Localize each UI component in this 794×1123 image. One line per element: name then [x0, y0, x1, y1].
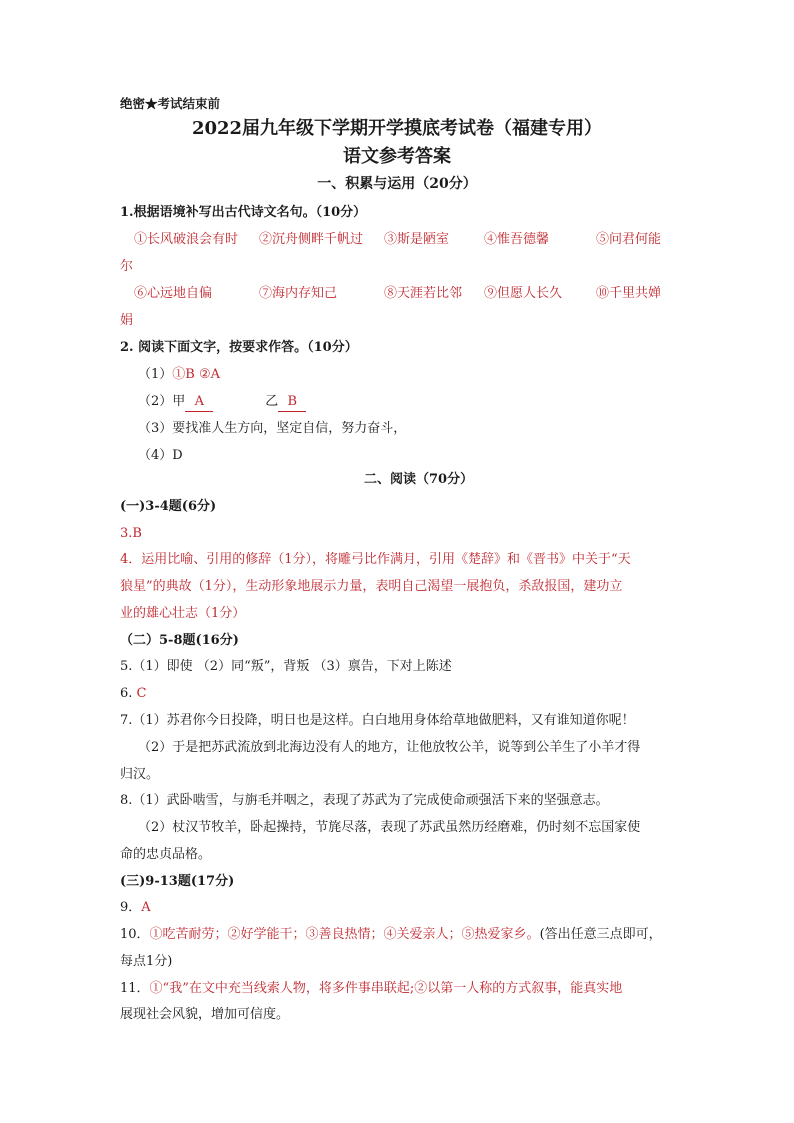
q1-answer-5-tail: 尔 — [120, 259, 134, 274]
q1-prompt: 1.根据语境补写出古代诗文名句。（10分） — [120, 205, 367, 220]
q11-label: 11． — [120, 981, 150, 996]
classified-label: 绝密★考试结束前 — [120, 96, 221, 111]
q2-answer-2-yi: B — [278, 393, 306, 412]
q6-answer — [120, 685, 147, 703]
group2-title: （二）5-8题(16分) — [120, 633, 239, 648]
q1-answer-10: ⑩千里共婵 — [596, 286, 662, 301]
q10-label: 10． — [120, 927, 150, 942]
q2-answer-3: （3）要找准人生方向，坚定自信，努力奋斗， — [138, 421, 407, 436]
q8-line-1: 8.（1）武卧啮雪，与旃毛并咽之，表现了苏武为了完成使命顽强活下来的坚强意志。 — [120, 793, 609, 808]
q1-answer-4: ④惟吾德馨 — [484, 232, 550, 247]
q7-line-3: 归汉。 — [120, 767, 160, 782]
q3-answer: 3.B — [120, 526, 142, 541]
q1-answer-6: ⑥心远地自偏 — [134, 286, 213, 301]
q5-answer: 5.（1）即使 （2）同“叛”，背叛 （3）禀告，下对上陈述 — [120, 659, 452, 674]
q8-line-2: （2）杖汉节牧羊，卧起操持，节旄尽落，表现了苏武虽然历经磨难，仍时刻不忘国家使 — [138, 820, 641, 835]
q1-answer-10-tail: 娟 — [120, 313, 134, 328]
q9-answer — [120, 899, 151, 917]
q2-answer-1 — [138, 366, 220, 384]
part2-heading: 二、阅读（70分） — [364, 472, 474, 487]
group1-title: (一)3-4题(6分) — [120, 499, 217, 514]
q2-answer-2-label: （2）甲 — [138, 394, 186, 409]
q6-label: 6. — [120, 686, 133, 701]
q2-answer-2-yi-label: 乙 — [265, 394, 279, 409]
q4-line-1: 4．运用比喻、引用的修辞（1分），将雕弓比作满月，引用《楚辞》和《晋书》中关于“天 — [120, 552, 631, 567]
q2-answer-2-jia: A — [185, 393, 213, 412]
q11-line-1 — [120, 980, 622, 998]
part1-heading: 一、积累与运用（20分） — [317, 176, 477, 192]
q11-answer: ①“我”在文中充当线索人物，将多件事串联起;②以第一人称的方式叙事，能真实地 — [149, 981, 623, 996]
q6-value: C — [136, 686, 147, 701]
q1-answer-7: ⑦海内存知己 — [259, 286, 338, 301]
q9-label: 9． — [120, 900, 142, 915]
q7-line-1: 7.（1）苏君你今日投降，明日也是这样。白白地用身体给草地做肥料，又有谁知道你呢！ — [120, 713, 635, 728]
q11-line-2: 展现社会风貌，增加可信度。 — [120, 1007, 290, 1022]
q4-line-3: 业的雄心壮志（1分） — [120, 606, 246, 621]
q10-line-1 — [120, 926, 662, 944]
q1-answer-8: ⑧天涯若比邻 — [384, 286, 463, 301]
q8-line-3: 命的忠贞品格。 — [120, 847, 212, 862]
q1-answer-3: ③斯是陋室 — [384, 232, 450, 247]
q1-answer-9: ⑨但愿人长久 — [484, 286, 563, 301]
q10-note: (答出任意三点即可， — [539, 927, 662, 942]
q2-answer-1-value: ①B ②A — [172, 367, 221, 382]
q2-answer-1-label: （1） — [138, 367, 173, 382]
q2-prompt: 2. 阅读下面文字，按要求作答。（10分） — [120, 340, 358, 355]
q7-line-2: （2）于是把苏武流放到北海边没有人的地方，让他放牧公羊，说等到公羊生了小羊才得 — [138, 740, 641, 755]
q1-answer-5: ⑤问君何能 — [596, 232, 662, 247]
page-title: 2022届九年级下学期开学摸底考试卷（福建专用） — [191, 118, 603, 139]
page-subtitle: 语文参考答案 — [343, 146, 451, 167]
q2-answer-2 — [138, 393, 306, 412]
q9-value: A — [141, 900, 151, 915]
q4-line-2: 狼星”的典故（1分），生动形象地展示力量，表明自己渴望一展抱负，杀敌报国，建功立 — [120, 579, 623, 594]
q1-answer-2: ②沉舟侧畔千帆过 — [259, 232, 364, 247]
q2-answer-4: （4）D — [138, 448, 183, 463]
q1-answer-1: ①长风破浪会有时 — [134, 232, 239, 247]
group3-title: (三)9-13题(17分) — [120, 874, 235, 889]
q10-answer: ①吃苦耐劳；②好学能干；③善良热情；④关爱亲人；⑤热爱家乡。 — [149, 927, 540, 942]
q10-line-2: 每点1分) — [120, 954, 173, 969]
